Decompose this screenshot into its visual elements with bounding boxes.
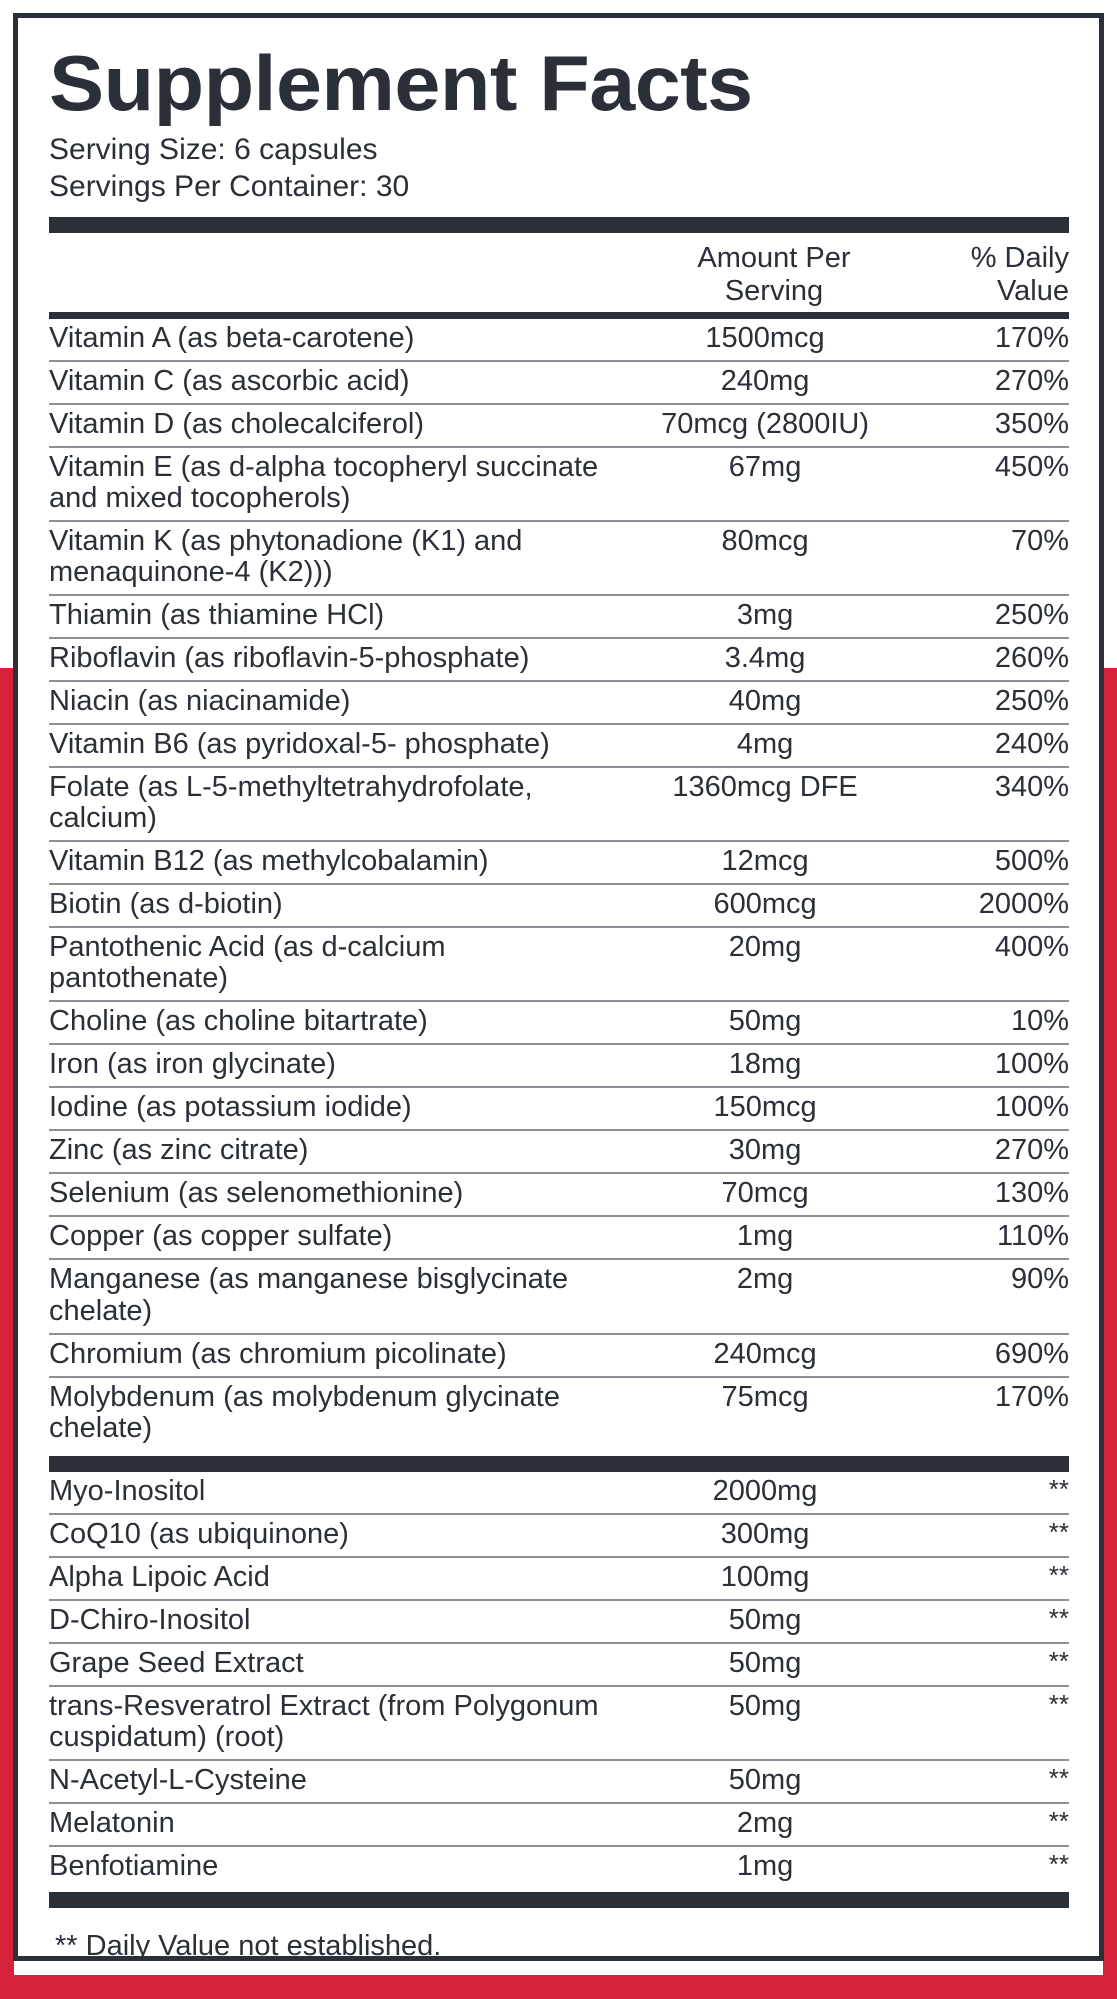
table-row bbox=[49, 447, 1069, 521]
table-row bbox=[49, 1846, 1069, 1888]
nutrient-amount: 67mg bbox=[626, 447, 904, 521]
nutrient-name: Choline (as choline bitartrate) bbox=[49, 1001, 626, 1044]
nutrient-daily-value: ** bbox=[904, 1760, 1069, 1803]
nutrient-daily-value: 450% bbox=[904, 447, 1069, 521]
nutrient-amount: 150mcg bbox=[626, 1087, 904, 1130]
table-row bbox=[49, 1130, 1069, 1173]
nutrient-daily-value: 270% bbox=[904, 361, 1069, 404]
table-row bbox=[49, 404, 1069, 447]
nutrient-amount: 50mg bbox=[626, 1760, 904, 1803]
nutrient-amount: 80mcg bbox=[626, 521, 904, 595]
nutrient-name: Folate (as L-5-methyltetrahydrofolate, calcium) bbox=[49, 767, 626, 841]
nutrient-name: Alpha Lipoic Acid bbox=[49, 1557, 626, 1600]
nutrient-name: Myo-Inositol bbox=[49, 1472, 626, 1514]
nutrient-daily-value: ** bbox=[904, 1514, 1069, 1557]
table-row bbox=[49, 1259, 1069, 1333]
nutrient-amount: 3mg bbox=[626, 595, 904, 638]
nutrient-amount: 18mg bbox=[626, 1044, 904, 1087]
red-accent-bar-right bbox=[1103, 668, 1117, 1999]
table-row bbox=[49, 1686, 1069, 1760]
table-row bbox=[49, 1557, 1069, 1600]
nutrient-daily-value: 350% bbox=[904, 404, 1069, 447]
nutrient-name: Pantothenic Acid (as d-calcium pantothenate) bbox=[49, 927, 626, 1001]
nutrient-daily-value: ** bbox=[904, 1803, 1069, 1846]
page-title: Supplement Facts bbox=[49, 39, 753, 127]
nutrient-daily-value: ** bbox=[904, 1557, 1069, 1600]
nutrient-name: Thiamin (as thiamine HCl) bbox=[49, 595, 626, 638]
table-row bbox=[49, 1087, 1069, 1130]
divider-thick-bottom bbox=[49, 1892, 1069, 1908]
table-row bbox=[49, 1044, 1069, 1087]
nutrient-daily-value: 170% bbox=[994, 1380, 1069, 1413]
serving-size-text: Serving Size: 6 capsules bbox=[49, 133, 378, 166]
nutrient-amount: 240mg bbox=[626, 361, 904, 404]
nutrient-daily-value: 110% bbox=[904, 1216, 1069, 1259]
table-row bbox=[49, 1334, 1069, 1377]
table-row bbox=[49, 1216, 1069, 1259]
table-row bbox=[49, 681, 1069, 724]
amount-header-line1: Amount Per bbox=[697, 242, 851, 275]
nutrient-amount: 1360mcg DFE bbox=[626, 767, 904, 841]
column-headers bbox=[49, 242, 1069, 307]
nutrient-name: Vitamin B12 (as methylcobalamin) bbox=[49, 841, 626, 884]
nutrient-name: Vitamin D (as cholecalciferol) bbox=[49, 404, 626, 447]
table-row bbox=[49, 884, 1069, 927]
divider-thick-middle bbox=[49, 1456, 1069, 1472]
table-row bbox=[49, 1600, 1069, 1643]
nutrient-name: Copper (as copper sulfate) bbox=[49, 1216, 626, 1259]
nutrient-daily-value: 690% bbox=[904, 1334, 1069, 1377]
nutrient-name: CoQ10 (as ubiquinone) bbox=[49, 1514, 626, 1557]
nutrient-name: Zinc (as zinc citrate) bbox=[49, 1130, 626, 1173]
nutrient-name: Iodine (as potassium iodide) bbox=[49, 1087, 626, 1130]
nutrient-daily-value: 130% bbox=[904, 1173, 1069, 1216]
nutrient-daily-value: 270% bbox=[904, 1130, 1069, 1173]
table-row bbox=[49, 1001, 1069, 1044]
nutrient-amount: 240mcg bbox=[626, 1334, 904, 1377]
nutrient-daily-value: 170% bbox=[904, 319, 1069, 361]
nutrient-name: N-Acetyl-L-Cysteine bbox=[49, 1760, 626, 1803]
nutrient-amount: 40mg bbox=[626, 681, 904, 724]
table-row bbox=[49, 1643, 1069, 1686]
table-row bbox=[49, 724, 1069, 767]
daily-value-footnote: ** Daily Value not established. bbox=[55, 1929, 442, 1962]
table-row bbox=[49, 767, 1069, 841]
table-row bbox=[49, 1377, 1069, 1450]
nutrient-amount: 2000mg bbox=[626, 1472, 904, 1514]
nutrient-name: Benfotiamine bbox=[49, 1849, 219, 1882]
table-row bbox=[49, 521, 1069, 595]
servings-per-container-text: Servings Per Container: 30 bbox=[49, 169, 410, 203]
nutrient-amount: 2mg bbox=[626, 1259, 904, 1333]
nutrient-name: Iron (as iron glycinate) bbox=[49, 1044, 626, 1087]
nutrient-daily-value: ** bbox=[904, 1643, 1069, 1686]
nutrient-daily-value: 90% bbox=[904, 1259, 1069, 1333]
table-row bbox=[49, 1760, 1069, 1803]
nutrient-name: Vitamin B6 (as pyridoxal-5- phosphate) bbox=[49, 724, 626, 767]
table-row bbox=[49, 595, 1069, 638]
facts-panel bbox=[13, 13, 1104, 1961]
table-row bbox=[49, 841, 1069, 884]
nutrient-daily-value: ** bbox=[1048, 1848, 1069, 1879]
nutrient-amount: 300mg bbox=[626, 1514, 904, 1557]
table-row bbox=[49, 1514, 1069, 1557]
nutrient-daily-value: 10% bbox=[904, 1001, 1069, 1044]
nutrient-name: Riboflavin (as riboflavin-5-phosphate) bbox=[49, 638, 626, 681]
nutrient-amount: 50mg bbox=[626, 1643, 904, 1686]
nutrient-amount: 70mcg (2800IU) bbox=[626, 404, 904, 447]
nutrient-daily-value: 250% bbox=[904, 681, 1069, 724]
nutrients-table bbox=[49, 319, 1069, 1449]
nutrient-name: Biotin (as d-biotin) bbox=[49, 884, 626, 927]
nutrient-name: Vitamin A (as beta-carotene) bbox=[49, 319, 626, 361]
nutrient-amount: 70mcg bbox=[626, 1173, 904, 1216]
nutrient-daily-value: ** bbox=[904, 1472, 1069, 1514]
nutrient-name: Vitamin E (as d-alpha tocopheryl succinate and mixed tocopherols) bbox=[49, 447, 626, 521]
nutrient-name: Manganese (as manganese bisglycinate chelate) bbox=[49, 1259, 626, 1333]
table-row bbox=[49, 638, 1069, 681]
nutrient-name: Vitamin C (as ascorbic acid) bbox=[49, 361, 626, 404]
dv-header-line1: % Daily bbox=[970, 242, 1069, 275]
other-ingredients-table bbox=[49, 1472, 1069, 1888]
nutrient-amount: 1mg bbox=[626, 1216, 904, 1259]
nutrient-daily-value: ** bbox=[904, 1686, 1069, 1760]
percent-daily-value-header bbox=[909, 242, 1069, 307]
nutrient-name: Melatonin bbox=[49, 1803, 626, 1846]
nutrient-name: Grape Seed Extract bbox=[49, 1643, 626, 1686]
nutrient-daily-value: 400% bbox=[904, 927, 1069, 1001]
table-row bbox=[49, 361, 1069, 404]
nutrient-name: trans-Resveratrol Extract (from Polygonum cuspidatum) (root) bbox=[49, 1686, 626, 1760]
nutrient-amount: 12mcg bbox=[626, 841, 904, 884]
nutrient-amount: 1500mcg bbox=[626, 319, 904, 361]
nutrient-amount: 3.4mg bbox=[626, 638, 904, 681]
nutrient-amount: 20mg bbox=[626, 927, 904, 1001]
nutrient-amount: 600mcg bbox=[626, 884, 904, 927]
nutrient-name: Chromium (as chromium picolinate) bbox=[49, 1334, 626, 1377]
divider-below-headers bbox=[49, 312, 1069, 319]
nutrient-daily-value: 70% bbox=[904, 521, 1069, 595]
nutrient-name: Molybdenum (as molybdenum glycinate chelate) bbox=[49, 1380, 560, 1444]
nutrient-daily-value: ** bbox=[904, 1600, 1069, 1643]
nutrient-name: D-Chiro-Inositol bbox=[49, 1600, 626, 1643]
nutrient-amount: 50mg bbox=[626, 1001, 904, 1044]
amount-per-serving-header bbox=[639, 242, 909, 307]
nutrient-amount: 50mg bbox=[626, 1686, 904, 1760]
dv-header-line2: Value bbox=[996, 274, 1069, 307]
table-row bbox=[49, 319, 1069, 361]
nutrient-amount: 100mg bbox=[626, 1557, 904, 1600]
nutrient-name: Vitamin K (as phytonadione (K1) and menaquinone-4 (K2))) bbox=[49, 521, 626, 595]
nutrient-name: Niacin (as niacinamide) bbox=[49, 681, 626, 724]
nutrient-amount: 50mg bbox=[626, 1600, 904, 1643]
divider-thick-top bbox=[49, 217, 1069, 233]
nutrient-amount: 2mg bbox=[626, 1803, 904, 1846]
table-row bbox=[49, 1472, 1069, 1514]
nutrient-name: Selenium (as selenomethionine) bbox=[49, 1173, 626, 1216]
nutrient-daily-value: 240% bbox=[904, 724, 1069, 767]
nutrient-daily-value: 250% bbox=[904, 595, 1069, 638]
table-row bbox=[49, 1173, 1069, 1216]
nutrient-daily-value: 340% bbox=[904, 767, 1069, 841]
amount-header-line2: Serving bbox=[724, 274, 824, 307]
nutrient-amount: 30mg bbox=[626, 1130, 904, 1173]
nutrient-daily-value: 260% bbox=[904, 638, 1069, 681]
nutrient-daily-value: 2000% bbox=[904, 884, 1069, 927]
nutrient-daily-value: 100% bbox=[904, 1087, 1069, 1130]
table-row bbox=[49, 1803, 1069, 1846]
nutrient-daily-value: 500% bbox=[904, 841, 1069, 884]
nutrient-amount: 75mcg bbox=[721, 1380, 809, 1413]
nutrient-daily-value: 100% bbox=[904, 1044, 1069, 1087]
nutrient-amount: 1mg bbox=[736, 1849, 794, 1882]
nutrient-amount: 4mg bbox=[626, 724, 904, 767]
table-row bbox=[49, 927, 1069, 1001]
red-accent-bar-left bbox=[0, 668, 14, 1999]
